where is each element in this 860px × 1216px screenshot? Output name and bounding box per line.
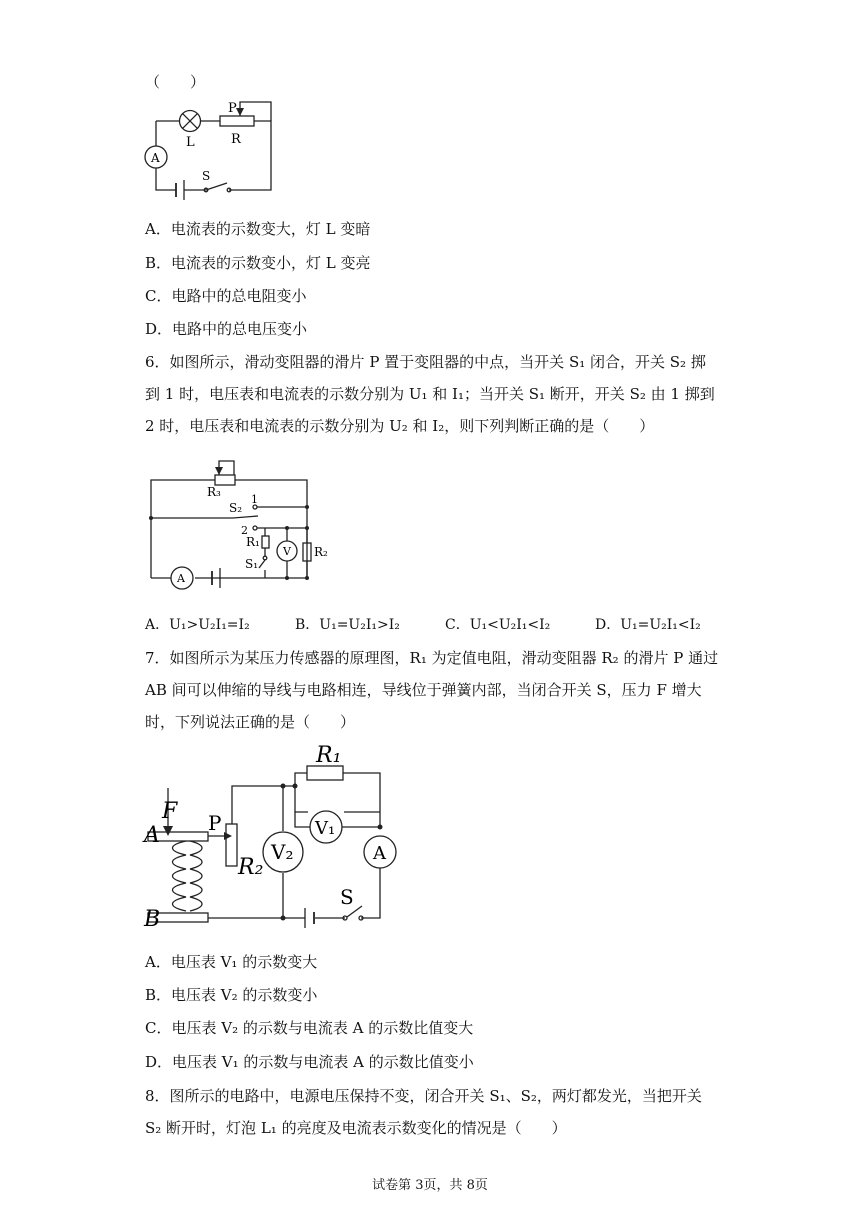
q7-label-A: A (144, 823, 160, 848)
q7-stem: 7．如图所示为某压力传感器的原理图，R₁ 为定值电阻，滑动变阻器 R₂ 的滑片 P 通过 AB 间可以伸缩的导线与电路相连，导线位于弹簧内部，当闭合开关 S，压力 F 增大时，下列说法正确的是（ ） (145, 649, 719, 731)
q7-label-R2: R₂ (238, 855, 264, 880)
q7-label-S: S (340, 885, 354, 909)
page-footer: 试卷第 3页，共 8页 (372, 1178, 488, 1193)
q6-stem: 6．如图所示，滑动变阻器的滑片 P 置于变阻器的中点，当开关 S₁ 闭合，开关 S₂ 掷到 1 时，电压表和电流表的示数分别为 U₁ 和 I₁；当开关 S₁ 断开，开关 S₂ 由 1 掷到 2 时，电压表和电流表的示数分别为 U₂ 和 I₂，则下列判断正确的是（ ） (145, 353, 715, 435)
q5-label-R: R (231, 132, 241, 147)
q7-option-a: A．电压表 V₁ 的示数变大 (145, 953, 318, 971)
q6-label-S1: S₁ (245, 557, 259, 571)
q7-voltmeter-v2: V₂ (271, 840, 294, 864)
q7-label-P: P (208, 811, 222, 835)
q5-ammeter-label: A (151, 151, 160, 165)
q6-option-d: D．U₁=U₂I₁<I₂ (595, 617, 701, 633)
q5-option-b: B．电流表的示数变小，灯 L 变亮 (145, 254, 371, 272)
q6-label-R2: R₂ (314, 545, 328, 559)
q5-option-a: A．电流表的示数变大，灯 L 变暗 (145, 220, 371, 238)
q6-option-c: C．U₁<U₂I₁<I₂ (445, 617, 551, 633)
q6-contact-1: 1 (251, 493, 258, 506)
q5-label-S: S (202, 169, 211, 183)
q5-option-d: D．电路中的总电压变小 (145, 320, 308, 338)
q6-options-row (145, 614, 720, 634)
q7-circuit-diagram (140, 743, 400, 932)
q7-label-B: B (144, 907, 161, 932)
q6-ammeter-label: A (177, 572, 185, 585)
q7-option-c: C．电压表 V₂ 的示数与电流表 A 的示数比值变大 (145, 1019, 474, 1037)
q7-voltmeter-v1: V₁ (315, 818, 336, 839)
q5-label-P: P (228, 101, 237, 116)
q7-option-b: B．电压表 V₂ 的示数变小 (145, 986, 318, 1004)
q6-label-R1: R₁ (246, 535, 260, 549)
q6-contact-2: 2 (241, 524, 248, 537)
q6-label-S2: S₂ (229, 501, 243, 515)
q7-ammeter-label: A (373, 843, 386, 864)
q7-option-d: D．电压表 V₁ 的示数与电流表 A 的示数比值变小 (145, 1053, 474, 1071)
q5-label-L: L (186, 135, 195, 150)
q5-option-c: C．电路中的总电阻变小 (145, 287, 307, 305)
q6-option-a: A．U₁>U₂I₁=I₂ (145, 617, 250, 633)
q7-label-F: F (162, 799, 178, 824)
q5-answer-bracket: （ ） (145, 73, 206, 91)
q8-stem: 8．图所示的电路中，电源电压保持不变，闭合开关 S₁、S₂，两灯都发光，当把开关 S₂ 断开时，灯泡 L₁ 的亮度及电流表示数变化的情况是（ ） (145, 1087, 702, 1137)
q6-circuit-diagram (145, 458, 328, 588)
q5-circuit-diagram (140, 98, 280, 202)
q6-voltmeter-label: V (283, 545, 291, 558)
q6-option-b: B．U₁=U₂I₁>I₂ (295, 617, 400, 633)
q7-label-R1: R₁ (316, 743, 342, 768)
q6-label-R3: R₃ (207, 485, 221, 499)
